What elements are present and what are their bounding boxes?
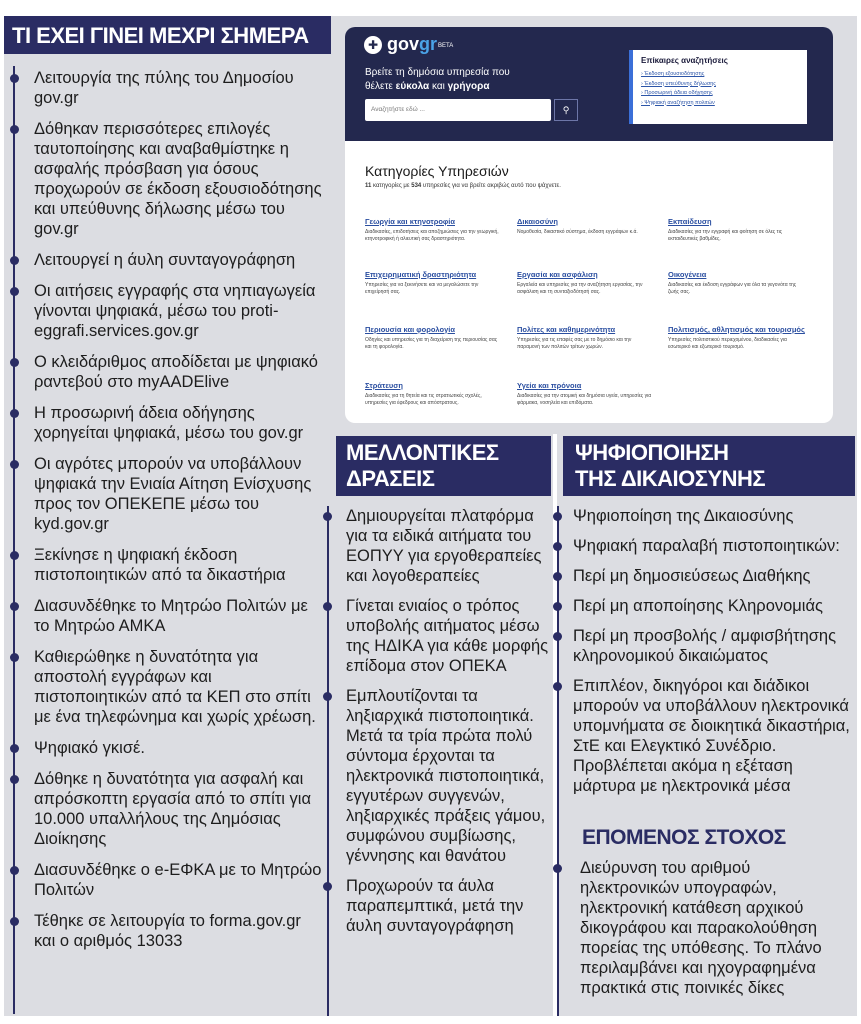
- category-description: Διαδικασίες και έκδοση εγγράφων για όλα τα γεγονότα της ζωής σας.: [668, 282, 797, 295]
- category-card[interactable]: [365, 217, 503, 242]
- left-list-item: Οι αγρότες μπορούν να υποβάλλουν ψηφιακά την Ενιαία Αίτηση Ενίσχυσης προς τον ΟΠΕΚΕΠΕ μέσω του kyd.gov.gr: [34, 454, 326, 534]
- left-list-item: Καθιερώθηκε η δυνατότητα για αποστολή εγγράφων και πιστοποιητικών από τα ΚΕΠ στο σπίτι με ένα τηλεφώνημα και χωρίς χρέωση.: [34, 647, 326, 727]
- left-list-item: Λειτουργία της πύλης του Δημοσίου gov.gr: [34, 68, 326, 108]
- middle-list-item: Δημιουργείται πλατφόρμα για τα ειδικά αιτήματα του ΕΟΠΥΥ για εργοθεραπείες και λογοθεραπείες: [346, 506, 551, 586]
- next-goal-text: Διεύρυνση του αριθμού ηλεκτρονικών υπογραφών, ηλεκτρονική κατάθεση αρχικού δικογράφου και παρακολούθηση πορείας της υπόθεσης. Το πλάνο περιλαμβάνει και ηχογραφημένα πρακτικά στις ποινικές δίκες: [580, 858, 852, 998]
- left-header: ΤΙ ΕΧΕΙ ΓΙΝΕΙ ΜΕΧΡΙ ΣΗΜΕΡΑ: [4, 16, 331, 54]
- category-link[interactable]: Εργασία και ασφάλιση: [517, 270, 598, 279]
- right-header-line2: ΤΗΣ ΔΙΚΑΙΟΣΥΝΗΣ: [575, 466, 766, 491]
- category-card[interactable]: [365, 381, 503, 406]
- category-link[interactable]: Περιουσία και φορολογία: [365, 325, 455, 334]
- search-button[interactable]: [554, 99, 578, 121]
- category-link[interactable]: Οικογένεια: [668, 270, 707, 279]
- middle-header-line2: ΔΡΑΣΕΙΣ: [346, 466, 435, 491]
- right-header: [563, 436, 855, 496]
- left-list-item: Η προσωρινή άδεια οδήγησης χορηγείται ψηφιακά, μέσω του gov.gr: [34, 403, 326, 443]
- left-list-item: Ψηφιακό γκισέ.: [34, 738, 326, 758]
- trending-link[interactable]: › Προσωρινή άδεια οδήγησης: [641, 90, 713, 96]
- category-link[interactable]: Πολιτισμός, αθλητισμός και τουρισμός: [668, 325, 805, 334]
- right-list-item: Περί μη αποποίησης Κληρονομιάς: [573, 596, 853, 616]
- left-list-item: Ο κλειδάριθμος αποδίδεται με ψηφιακό ραντεβού στο myAADElive: [34, 352, 326, 392]
- right-list-item: Περί μη δημοσιεύσεως Διαθήκης: [573, 566, 853, 586]
- left-list-item: Δόθηκαν περισσότερες επιλογές ταυτοποίησης και αναβαθμίστηκε η ασφαλής πρόσβαση για όσους προχωρούν σε έκδοση εξουσιοδότησης και υπεύθυνης δήλωσης μέσω του gov.gr: [34, 119, 326, 239]
- hero-line-2: θέλετε εύκολα και γρήγορα: [365, 81, 490, 92]
- right-list-item: Επιπλέον, δικηγόροι και διάδικοι μπορούν να υποβάλλουν ηλεκτρονικά υπομνήματα σε διοικητικά δικαστήρια, ΣτΕ και Ελεγκτικό Συνέδριο. Προβλέπεται ακόμα η εξέταση μάρτυρα με ηλεκτρονικά μέσα: [573, 676, 853, 796]
- govgr-hero: [345, 27, 833, 141]
- category-card[interactable]: [365, 325, 503, 350]
- category-card[interactable]: [517, 325, 655, 350]
- category-card[interactable]: [668, 325, 806, 350]
- trending-box: [629, 50, 807, 124]
- middle-list: [346, 506, 551, 946]
- left-list-item: Ξεκίνησε η ψηφιακή έκδοση πιστοποιητικών από τα δικαστήρια: [34, 545, 326, 585]
- category-description: Διαδικασίες για τη θητεία και τις στρατιωτικές σχολές, υπηρεσίες για έφεδρους και απόστρατους.: [365, 393, 482, 406]
- category-description: Διαδικασίες, επιδοτήσεις και αποζημιώσεις για την γεωργική, κτηνοτροφική ή αλιευτική σας δραστηριότητα.: [365, 229, 499, 242]
- right-list-item: Ψηφιοποίηση της Δικαιοσύνης: [573, 506, 853, 526]
- left-list-item: Οι αιτήσεις εγγραφής στα νηπιαγωγεία γίνονται ψηφιακά, μέσω του proti-eggrafi.services.gov.gr: [34, 281, 326, 341]
- category-card[interactable]: [668, 270, 806, 295]
- category-link[interactable]: Υγεία και πρόνοια: [517, 381, 582, 390]
- categories-subtitle: 11 κατηγορίες με 534 υπηρεσίες για να βρείτε ακριβώς αυτό που ψάχνετε.: [365, 183, 561, 189]
- next-goal-title: ΕΠΟΜΕΝΟΣ ΣΤΟΧΟΣ: [582, 826, 786, 849]
- left-list-item: Διασυνδέθηκε το Μητρώο Πολιτών με το Μητρώο ΑΜΚΑ: [34, 596, 326, 636]
- category-description: Υπηρεσίες για να ξεκινήσετε και να μεγαλώσετε την επιχείρησή σας.: [365, 282, 479, 295]
- category-card[interactable]: [517, 270, 655, 295]
- middle-header: [336, 436, 551, 496]
- left-list-item: Διασυνδέθηκε ο e-ΕΦΚΑ με το Μητρώο Πολιτών: [34, 860, 326, 900]
- hero-line-1: Βρείτε τη δημόσια υπηρεσία που: [365, 67, 510, 78]
- middle-list-item: Προχωρούν τα άυλα παραπεμπτικά, μετά την άυλη συνταγογράφηση: [346, 876, 551, 936]
- category-card[interactable]: [517, 217, 655, 236]
- category-link[interactable]: Πολίτες και καθημερινότητα: [517, 325, 616, 334]
- left-list-item: Τέθηκε σε λειτουργία το forma.gov.gr και ο αριθμός 13033: [34, 911, 326, 951]
- category-description: Οδηγίες και υπηρεσίες για τη διαχείριση της περιουσίας σας και τη φορολογία.: [365, 337, 498, 350]
- category-description: Διαδικασίες για την ατομική και δημόσια υγεία, υπηρεσίες για φάρμακα, νοσηλεία και επιδόματα.: [517, 393, 652, 406]
- category-link[interactable]: Γεωργία και κτηνοτροφία: [365, 217, 455, 226]
- beta-badge: BETA: [438, 43, 454, 49]
- category-card[interactable]: [517, 381, 655, 406]
- left-list-item: Δόθηκε η δυνατότητα για ασφαλή και απρόσκοπτη εργασία από το σπίτι για 10.000 υπαλλήλους της Δημόσιας Διοίκησης: [34, 769, 326, 849]
- category-link[interactable]: Εκπαίδευση: [668, 217, 712, 226]
- middle-header-line1: ΜΕΛΛΟΝΤΙΚΕΣ: [346, 440, 499, 465]
- category-card[interactable]: [668, 217, 806, 242]
- govgr-logo[interactable]: govgr: [387, 34, 438, 54]
- right-header-line1: ΨΗΦΙΟΠΟΙΗΣΗ: [575, 440, 729, 465]
- category-description: Υπηρεσίες για τις επαφές σας με το δημόσιο και την παραμονή των πολιτών τρίτων χωρών.: [517, 337, 632, 350]
- category-link[interactable]: Επιχειρηματική δραστηριότητα: [365, 270, 477, 279]
- govgr-screenshot: [345, 27, 833, 423]
- middle-list-item: Εμπλουτίζονται τα ληξιαρχικά πιστοποιητικά. Μετά τα τρία πρώτα πολύ σύντομα έρχονται τα ηλεκτρονικά πιστοποιητικά, εγγυτέρων συγγενών, ληξιαρχικές πράξεις γάμου, συμφώνου συμβίωσης, γέννησης και θανάτου: [346, 686, 551, 866]
- trending-title: Επίκαιρες αναζητήσεις: [641, 56, 728, 65]
- trending-link[interactable]: › Έκδοση εξουσιοδότησης: [641, 71, 705, 77]
- category-description: Διαδικασίες για την εγγραφή και φοίτηση σε όλες τις εκπαιδευτικές βαθμίδες.: [668, 229, 783, 242]
- category-link[interactable]: Δικαιοσύνη: [517, 217, 558, 226]
- next-goal-list: [580, 858, 852, 998]
- trending-link[interactable]: › Έκδοση υπεύθυνης δήλωσης: [641, 80, 716, 87]
- middle-timeline-line: [327, 506, 329, 1016]
- search-icon: ⚲: [562, 105, 570, 115]
- right-list: [573, 506, 853, 806]
- govgr-logo-icon: ✚: [364, 36, 382, 54]
- right-list-item: Ψηφιακή παραλαβή πιστοποιητικών:: [573, 536, 853, 556]
- left-list: [34, 68, 326, 962]
- category-link[interactable]: Στράτευση: [365, 381, 403, 390]
- search-input[interactable]: Αναζητήστε εδώ ...: [365, 99, 551, 121]
- category-description: Υπηρεσίες πολιτιστικού περιεχομένου, διαδικασίες για εσωτερικό και εξωτερικό τουρισμό.: [668, 337, 787, 350]
- category-description: Νομοθεσία, δικαστικό σύστημα, έκδοση εγγράφων κ.ά.: [517, 229, 638, 235]
- left-list-item: Λειτουργεί η άυλη συνταγογράφηση: [34, 250, 326, 270]
- category-description: Εργαλεία και υπηρεσίες για την αναζήτηση εργασίας, την ασφάλιση και τη συνταξιοδότησή σας.: [517, 282, 643, 295]
- right-timeline-line: [557, 506, 559, 1016]
- categories-title: Κατηγορίες Υπηρεσιών: [365, 163, 509, 179]
- trending-list: [641, 70, 799, 108]
- middle-list-item: Γίνεται ενιαίος ο τρόπος υποβολής αιτήματος μέσω της ΗΔΙΚΑ για κάθε μορφής επίδομα στον ΟΠΕΚΑ: [346, 596, 551, 676]
- trending-link[interactable]: › Ψηφιακή αναζήτηση πολιτών: [641, 99, 715, 106]
- category-card[interactable]: [365, 270, 503, 295]
- right-list-item: Περί μη προσβολής / αμφισβήτησης κληρονομικού δικαιώματος: [573, 626, 853, 666]
